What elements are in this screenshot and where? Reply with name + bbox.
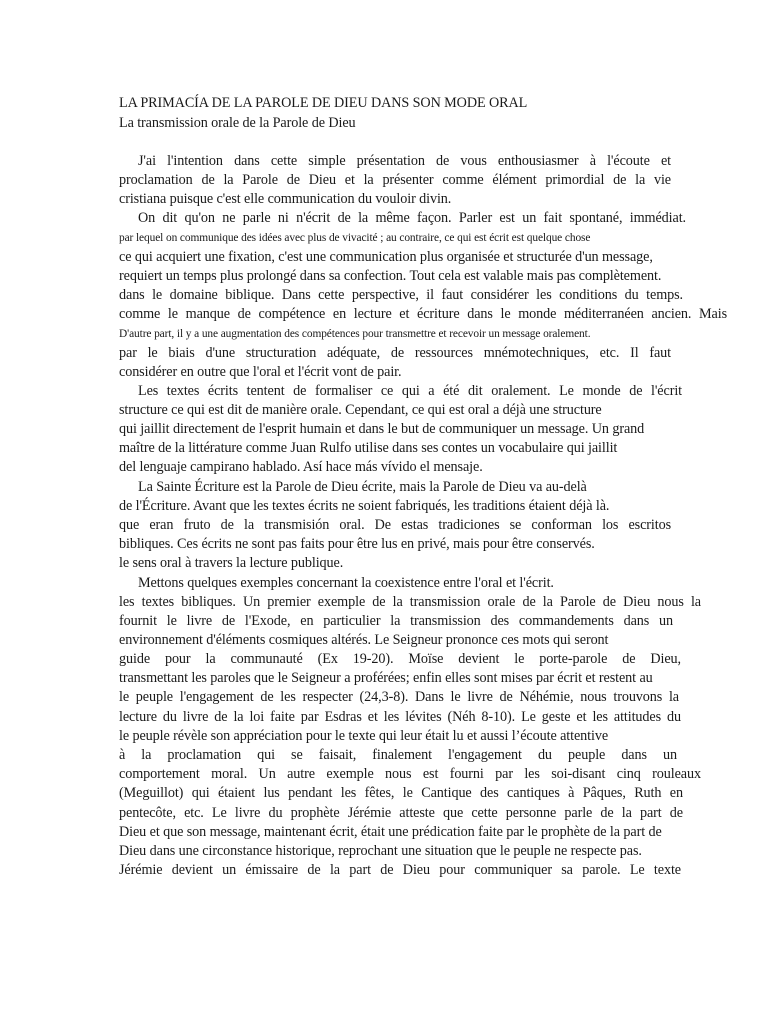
body-line: à la proclamation qui se faisait, finalement l'engagement du peuple dans un xyxy=(119,747,677,763)
body-line: La Sainte Écriture est la Parole de Dieu écrite, mais la Parole de Dieu va au-delà xyxy=(138,479,587,495)
body-line: (Meguillot) qui étaient lus pendant les fêtes, le Cantique des cantiques à Pâques, Ruth en xyxy=(119,785,683,801)
document-subtitle: La transmission orale de la Parole de Dieu xyxy=(119,115,356,131)
body-line: ce qui acquiert une fixation, c'est une communication plus organisée et structurée d'un message, xyxy=(119,249,653,265)
body-line: environnement d'éléments cosmiques altérés. Le Seigneur prononce ces mots qui seront xyxy=(119,632,609,648)
body-line: le peuple révèle son appréciation pour le texte qui leur était lu et aussi l’écoute attentive xyxy=(119,728,609,744)
body-line: qui jaillit directement de l'esprit humain et dans le but de communiquer un message. Un grand xyxy=(119,421,645,437)
body-line: dans le domaine biblique. Dans cette perspective, il faut considérer les conditions du temps. xyxy=(119,287,683,303)
body-line: guide pour la communauté (Ex 19-20). Moïse devient le porte-parole de Dieu, xyxy=(119,651,681,667)
body-line: comportement moral. Un autre exemple nous est fourni par les soi-disant cinq rouleaux xyxy=(119,766,701,782)
body-line: Les textes écrits tentent de formaliser ce qui a été dit oralement. Le monde de l'écrit xyxy=(138,383,682,399)
body-line: structure ce qui est dit de manière orale. Cependant, ce qui est oral a déjà une structure xyxy=(119,402,602,418)
body-line: D'autre part, il y a une augmentation des compétences pour transmettre et recevoir un message oralement. xyxy=(119,328,591,340)
body-line: les textes bibliques. Un premier exemple de la transmission orale de la Parole de Dieu nous la xyxy=(119,594,701,610)
body-line: Mettons quelques exemples concernant la coexistence entre l'oral et l'écrit. xyxy=(138,575,554,591)
document-title: LA PRIMACÍA DE LA PAROLE DE DIEU DANS SON MODE ORAL xyxy=(119,95,528,111)
body-line: del lenguaje campirano hablado. Así hace más vívido el mensaje. xyxy=(119,459,483,475)
body-line: le peuple l'engagement de les respecter (24,3-8). Dans le livre de Néhémie, nous trouvons la xyxy=(119,689,679,705)
body-line: proclamation de la Parole de Dieu et la présenter comme élément primordial de la vie xyxy=(119,172,671,188)
body-line: comme le manque de compétence en lecture et écriture dans le monde méditerranéen ancien. Mais xyxy=(119,306,727,322)
body-line: maître de la littérature comme Juan Rulfo utilise dans ses contes un vocabulaire qui jaillit xyxy=(119,440,618,456)
body-line: lecture du livre de la loi faite par Esdras et les lévites (Néh 8-10). Le geste et les attitudes du xyxy=(119,709,681,725)
body-line: Jérémie devient un émissaire de la part de Dieu pour communiquer sa parole. Le texte xyxy=(119,862,681,878)
body-line: transmettant les paroles que le Seigneur a proférées; enfin elles sont mises par écrit et restent au xyxy=(119,670,653,686)
body-line: Dieu dans une circonstance historique, reprochant une situation que le peuple ne respecte pas. xyxy=(119,843,642,859)
body-line: bibliques. Ces écrits ne sont pas faits pour être lus en privé, mais pour être conservés. xyxy=(119,536,595,552)
body-line: cristiana puisque c'est elle communication du vouloir divin. xyxy=(119,191,452,207)
body-line: fournit le livre de l'Exode, en particulier la transmission des commandements dans un xyxy=(119,613,673,629)
body-line: par le biais d'une structuration adéquate, de ressources mnémotechniques, etc. Il faut xyxy=(119,345,671,361)
body-line: On dit qu'on ne parle ni n'écrit de la même façon. Parler est un fait spontané, immédiat. xyxy=(138,210,686,226)
body-line: le sens oral à travers la lecture publique. xyxy=(119,555,344,571)
body-line: considérer en outre que l'oral et l'écrit vont de pair. xyxy=(119,364,402,380)
body-line: J'ai l'intention dans cette simple présentation de vous enthousiasmer à l'écoute et xyxy=(138,153,671,169)
body-line: par lequel on communique des idées avec plus de vivacité ; au contraire, ce qui est écrit est quelque chose xyxy=(119,232,591,244)
body-line: que eran fruto de la transmisión oral. De estas tradiciones se conforman los escritos xyxy=(119,517,671,533)
body-line: de l'Écriture. Avant que les textes écrits ne soient fabriqués, les traditions étaient déjà là. xyxy=(119,498,610,514)
body-line: Dieu et que son message, maintenant écrit, était une prédication faite par le prophète de la part de xyxy=(119,824,662,840)
body-line: pentecôte, etc. Le livre du prophète Jérémie atteste que cette personne parle de la part de xyxy=(119,805,683,821)
body-line: requiert un temps plus prolongé dans sa confection. Tout cela est valable mais pas complètement. xyxy=(119,268,662,284)
